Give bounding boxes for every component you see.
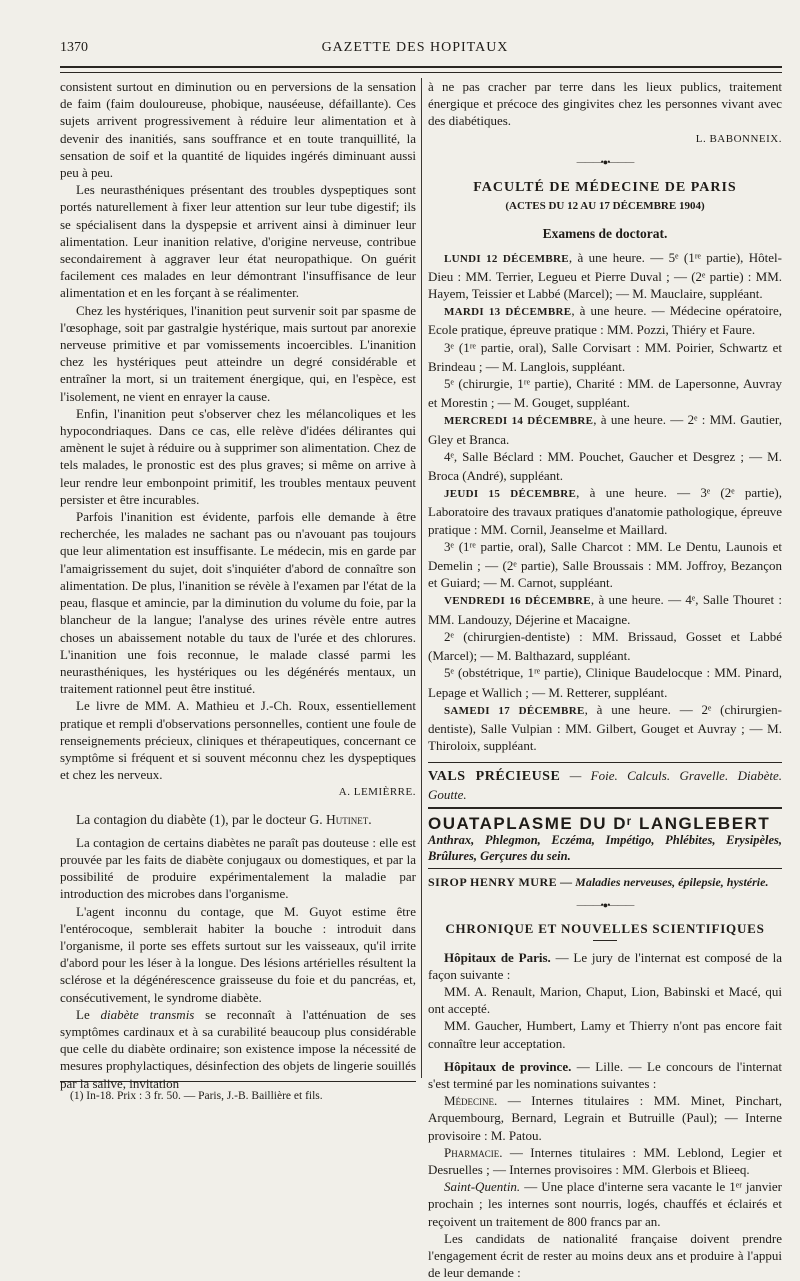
footnote: (1) In-18. Prix : 3 fr. 50. — Paris, J.-B. Baillière et fils. [70,1090,323,1102]
faculte-subtitle: (ACTES DU 12 AU 17 DÉCEMBRE 1904) [505,200,705,213]
exam-entry: 4ᵉ, Salle Béclard : MM. Pouchet, Gaucher et Desgrez ; — M. Broca (André), suppléant. [428,448,782,484]
chronique-paragraph: Les candidats de nationalité française doivent prendre l'engagement écrit de rester au moins deux ans et produire à l'appui de leur demande : [428,1230,782,1281]
column-divider [421,78,422,1078]
chronique-paragraph: Saint-Quentin. — Une place d'interne sera vacante le 1ᵉʳ janvier prochain ; les internes sont nourris, logés, chauffés et éclairés et reçoivent un traitement de 800 francs par an. [428,1179,782,1229]
chronique-paragraph: Pharmacie. — Internes titulaires : MM. Leblond, Legier et Desruelles ; — Internes provisoires : MM. Glerbois et Blieeq. [428,1144,782,1177]
header-rule [60,66,782,68]
exam-entry: 2ᵉ (chirurgien-dentiste) : MM. Brissaud, Gosset et Labbé (Marcel); — M. Balthazard, suppléant. [428,628,782,664]
header-rule-thin [60,72,782,73]
ad-vals [428,767,782,802]
continuation-signature: L. BABONNEIX. [695,132,782,145]
exam-entry: JEUDI 15 DÉCEMBRE, à une heure. — 3ᵉ (2ᵉ partie), Laboratoire des travaux pratiques d'anatomie pathologique, épreuve pratique : MM. Cornil, Jeanselme et Maillard. [428,485,782,537]
article2-paragraph: L'agent inconnu du contage, que M. Guyot estime être l'entérocoque, semblerait habiter la bouche : introduit dans l'organisme, il porte ses effets surtout sur les vaisseaux, qu'il irrite d'abord pour les léser à la longue. Des lésions artérielles résultent la sclérose et la dégénérescence graisseuse du foie et du pancréas, et, consécutivement, le syndrome diabète. [60,903,416,1005]
article1-paragraph: consistent surtout en diminution ou en perversions de la sensation de faim (faim douloureuse, phobique, nauséeuse, défaillante). Ces sujets arrivent progressivement à réduire leur alimentation et à devenir des inanitiés, sans souffrance et en toute tranquillité, la sensation de soif et la quantité de liquides ingérés diminuant aussi peu à peu. [60,79,416,181]
article2-paragraph: Le diabète transmis se reconnaît à l'atténuation de ses symptômes cardinaux et à sa curabilité beaucoup plus considérable que celle du diabète ordinaire; son existence impose la nécessité de mesures prophylactiques, désinfection des objets de lingerie souillés par la salive, invitation [60,1006,416,1091]
ornament-divider: ———•●•——— [576,156,634,167]
journal-title: GAZETTE DES HOPITAUX [321,40,509,55]
article2-author: Hutinet [326,811,369,827]
chronique-title: CHRONIQUE ET NOUVELLES SCIENTIFIQUES [445,921,765,937]
article1-signature: A. LEMIÈRRE. [338,786,416,799]
left-column [60,78,416,1092]
ad-rule [428,868,782,869]
right-column [428,78,782,1281]
article1-paragraph: Les neurasthéniques présentant des troubles dyspeptiques sont portés naturellement à fixer leur attention sur leur tube digestif; ils se spécialisent dans la dyspepsie et arrivent ainsi à diminuer leur alimentation. Leur inanition relative, d'origine nerveuse, contribue secondairement à aggraver leur état neuropathique. On guérit facilement ces malades en leur démontrant l'insuffisance de leur alimentation et en les forçant à se réalimenter. [60,182,416,301]
ad-ouataplasme: OUATAPLASME DU Dʳ LANGLEBERT [428,813,771,833]
article2-title: La contagion du diabète (1), par le docteur G. Hutinet. [76,811,372,827]
ad-sirop-name: SIROP HENRY MURE [428,874,558,889]
chronique-paragraph: MM. A. Renault, Marion, Chaput, Lion, Babinski et Macé, qui ont accepté. [428,983,782,1017]
chronique-paragraph: Hôpitaux de Paris. — Le jury de l'internat est composé de la façon suivante : [428,949,782,982]
footnote-rule [60,1081,416,1082]
ad-vals-name: VALS PRÉCIEUSE [428,769,561,785]
continuation-paragraph: à ne pas cracher par terre dans les lieux publics, traitement énergique et précoce des gingivites chez les personnes vivant avec des diabétiques. [428,79,782,129]
exam-entry: 3ᵉ (1ʳᵉ partie, oral), Salle Charcot : MM. Le Dentu, Launois et Demelin ; — (2ᵉ partie), Salle Broussais : MM. Joffroy, Bezançon et Guiard; — M. Carnot, suppléant. [428,538,782,591]
exam-entry: 5ᵉ (obstétrique, 1ʳᵉ partie), Clinique Baudelocque : MM. Pinard, Lepage et Wallich ; — M. Retterer, suppléant. [428,665,782,700]
ad-vals-text: — Foie. Calculs. Gravelle. Diabète. Goutte. [428,768,782,802]
short-rule [593,940,617,941]
exam-entry: VENDREDI 16 DÉCEMBRE, à une heure. — 4ᵉ, Salle Thouret : MM. Landouzy, Déjerine et Macaigne. [428,592,782,627]
article1-paragraph: Chez les hystériques, l'inanition peut survenir soit par spasme de l'œsophage, soit par gastralgie hystérique, mais surtout par anorexie nerveuse primitive et par vomissements incoercibles. L'inanition chez les hystériques peut atteindre un degré considérable et entraîner la mort, si un traitement énergique, qui, en l'espèce, est l'isolement, ne vient en enrayer la cause. [60,302,416,404]
exam-entry: 3ᵉ (1ʳᵉ partie, oral), Salle Corvisart : MM. Poirier, Schwartz et Brindeau ; — M. Langlois, suppléant. [428,339,782,374]
chronique-paragraph: Médecine. — Internes titulaires : MM. Minet, Pinchart, Arquembourg, Bernard, Legrain et Butruille (Paul); — Interne provisoire : M. Patou. [428,1093,782,1143]
exam-entry: MARDI 13 DÉCEMBRE, à une heure. — Médecine opératoire, Ecole pratique, épreuve pratique : MM. Pozzi, Thiéry et Faure. [428,303,782,338]
article2-paragraph: La contagion de certains diabètes ne paraît pas douteuse : elle est prouvée par les faits de diabète conjugaux ou domestiques, et par la possibilité de produire expérimentalement la maladie par introduction des microbes dans l'organisme. [60,834,416,902]
ornament-divider: ———•●•——— [576,900,634,911]
ad-sirop-text: — Maladies nerveuses, épilepsie, hystérie. [557,874,769,889]
ad-sirop [428,873,782,891]
exam-entry: 5ᵉ (chirurgie, 1ʳᵉ partie), Charité : MM. de Lapersonne, Auvray et Morestin ; — M. Gouget, suppléant. [428,376,782,411]
article1-paragraph: Enfin, l'inanition peut s'observer chez les mélancoliques et les hypocondriaques. Dans ce cas, elle relève d'idées délirantes qui amènent le sujet à réduire ou à supprimer son alimentation. Chez de tels malades, le pronostic est des plus graves; si même on arrive à leur rendre leur embonpoint primitif, les troubles mentaux peuvent persister et être incurables. [60,405,416,507]
page-number: 1370 [60,40,88,55]
ad-ouataplasme-sub: Anthrax, Phlegmon, Eczéma, Impétigo, Phlébites, Erysipèles, Brûlures, Gerçures du sein. [428,832,782,863]
article1-paragraph: Parfois l'inanition est évidente, parfois elle demande à être recherchée, les malades ne sachant pas ou n'avouant pas toujours que leur alimentation est insuffisante. Le médecin, mis en garde par l'amaigrissement du sujet, doit s'inquiéter d'abord de connaître son alimentation. De plus, l'inanition se révèle à l'examen par l'état de la peau, flasque et amincie, par la diminution du volume du foie, par la blancheur de la langue; l'analyse des urines révèle entre autres choses un abaissement notable du taux de l'urée et des chlorures. L'inanition une fois reconnue, le malade classé parmi les neurasthéniques, les hystériques ou les dégénérés mentaux, un traitement rationnel peut être institué. [60,509,416,697]
ad-rule [428,807,782,809]
chronique-paragraph: Hôpitaux de province. — Lille. — Le concours de l'internat s'est terminé par les nominations suivantes : [428,1058,782,1091]
chronique-paragraph: MM. Gaucher, Humbert, Lamy et Thierry n'ont pas encore fait connaître leur acceptation. [428,1018,782,1051]
exams-title: Examens de doctorat. [542,226,668,242]
article1-paragraph: Le livre de MM. A. Mathieu et J.-Ch. Roux, essentiellement pratique et rempli d'observations personnelles, contient une foule de renseignements précieux, cliniques et thérapeutiques, concernant ce symptôme si fréquent et si souvent méconnu chez les dyspeptiques et chez les nerveux. [60,698,416,783]
page-header [60,40,770,60]
ad-rule [428,762,782,763]
exam-entry: LUNDI 12 DÉCEMBRE, à une heure. — 5ᵉ (1ʳᵉ partie), Hôtel-Dieu : MM. Terrier, Legueu et Pierre Duval ; — (2ᵉ partie) : MM. Hayem, Teissier et Labbé (Marcel); — M. Mauclaire, suppléant. [428,249,782,302]
exam-entry: MERCREDI 14 DÉCEMBRE, à une heure. — 2ᵉ : MM. Gautier, Gley et Branca. [428,412,782,447]
exam-entry: SAMEDI 17 DÉCEMBRE, à une heure. — 2ᵉ (chirurgien-dentiste), Salle Vulpian : MM. Gilbert, Gouget et Auvray ; — M. Thiroloix, suppléant. [428,701,782,754]
faculte-title: FACULTÉ DE MÉDECINE DE PARIS [473,180,737,196]
